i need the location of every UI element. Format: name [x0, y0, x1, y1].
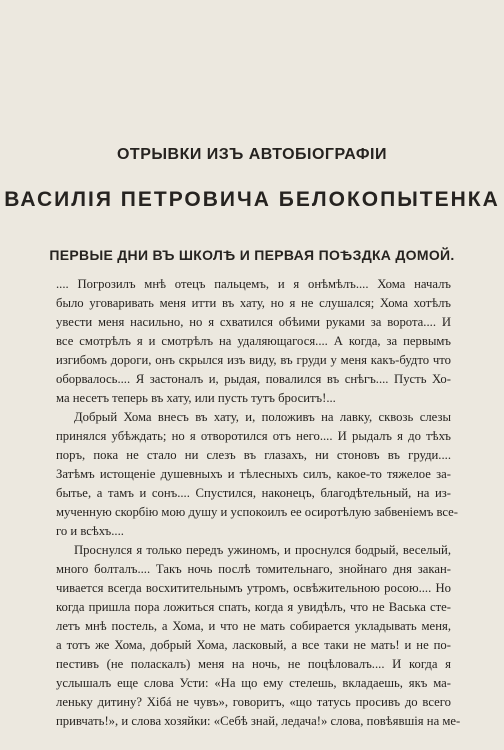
heading-author-name: ВАСИЛІЯ ПЕТРОВИЧА БЕЛОКОПЫТЕНКА [4, 188, 500, 211]
text-line: а тотъ же Хома, добрый Хома, ласковый, а все таки не мать! и не по- [56, 638, 451, 652]
text-line: го и всѣхъ.... [56, 524, 124, 538]
text-line: пестивъ (не поласкалъ) меня на ночь, не поцѣловалъ.... И когда я [56, 657, 451, 671]
text-line: изгибомъ дороги, онъ скрылся изъ виду, въ груди у меня какъ-будто что [56, 353, 451, 367]
text-line: летъ мнѣ постель, а Хома, и что не мать собирается укладывать меня, [56, 619, 451, 633]
text-line: леньку дитину? Хібá не чувъ», говоритъ, «що татусь просивъ до всего [56, 695, 451, 709]
text-line: принялся убѣждать; но я отворотился отъ него.... И рыдалъ я до тѣхъ [56, 429, 451, 443]
text-line: ма несетъ теперь въ хату, или пусть тутъ броситъ!... [56, 391, 336, 405]
heading-section-title: ПЕРВЫЕ ДНИ ВЪ ШКОЛѢ И ПЕРВАЯ ПОѢЗДКА ДОМОЙ. [49, 247, 455, 263]
text-line: Добрый Хома внесъ въ хату, и, положивъ на лавку, сквозь слезы [74, 410, 451, 424]
text-line: было уговаривать меня итти въ хату, но я не слушался; Хома хотѣлъ [56, 296, 451, 310]
text-line: чивается всегда восхитительнымъ утромъ, освѣжительною росою.... Но [56, 581, 451, 595]
text-line: все смотрѣлъ я и смотрѣлъ на удаляющагося.... А когда, за первымъ [56, 334, 451, 348]
text-line: много болталъ.... Такъ ночь послѣ томительнаго, знойнаго дня закан- [56, 562, 451, 576]
text-line: привчать!», и слова хозяйки: «Себѣ знай, ледача!» слова, повѣявшія на ме- [56, 714, 461, 728]
text-line: бытье, а тамъ и сонъ.... Спустился, наконецъ, благодѣтельный, на из- [56, 486, 451, 500]
text-line: поръ, пока не стало ни слезъ въ глазахъ, ни стоновъ въ груди.... [56, 448, 451, 462]
text-line: Проснулся я только передъ ужиномъ, и проснулся бодрый, веселый, [74, 543, 451, 557]
text-line: когда пришла пора ложиться спать, когда я увидѣлъ, что не Васька сте- [56, 600, 451, 614]
body-text [56, 275, 461, 731]
text-line: мученную скорбію мою душу и успокоилъ ее осиротѣлую забвеніемъ все- [56, 505, 459, 519]
text-line: увести меня насильно, но я схватился обѣими руками за ворота.... И [56, 315, 451, 329]
heading-excerpts: ОТРЫВКИ ИЗЪ АВТОБІОГРАФІИ [116, 146, 387, 163]
text-line: услышалъ еще слова Усти: «На що ему стелешь, вкладаешь, якъ ма- [56, 676, 451, 690]
text-line: оборвалось.... Я застоналъ и, рыдая, повалился въ снѣгъ.... Пусть Хо- [56, 372, 451, 386]
text-line: Затѣмъ истощеніе душевныхъ и тѣлесныхъ силъ, какое-то тяжелое за- [56, 467, 451, 481]
text-line: .... Погрозилъ мнѣ отецъ пальцемъ, и я онѣмѣлъ.... Хома началъ [56, 277, 451, 291]
